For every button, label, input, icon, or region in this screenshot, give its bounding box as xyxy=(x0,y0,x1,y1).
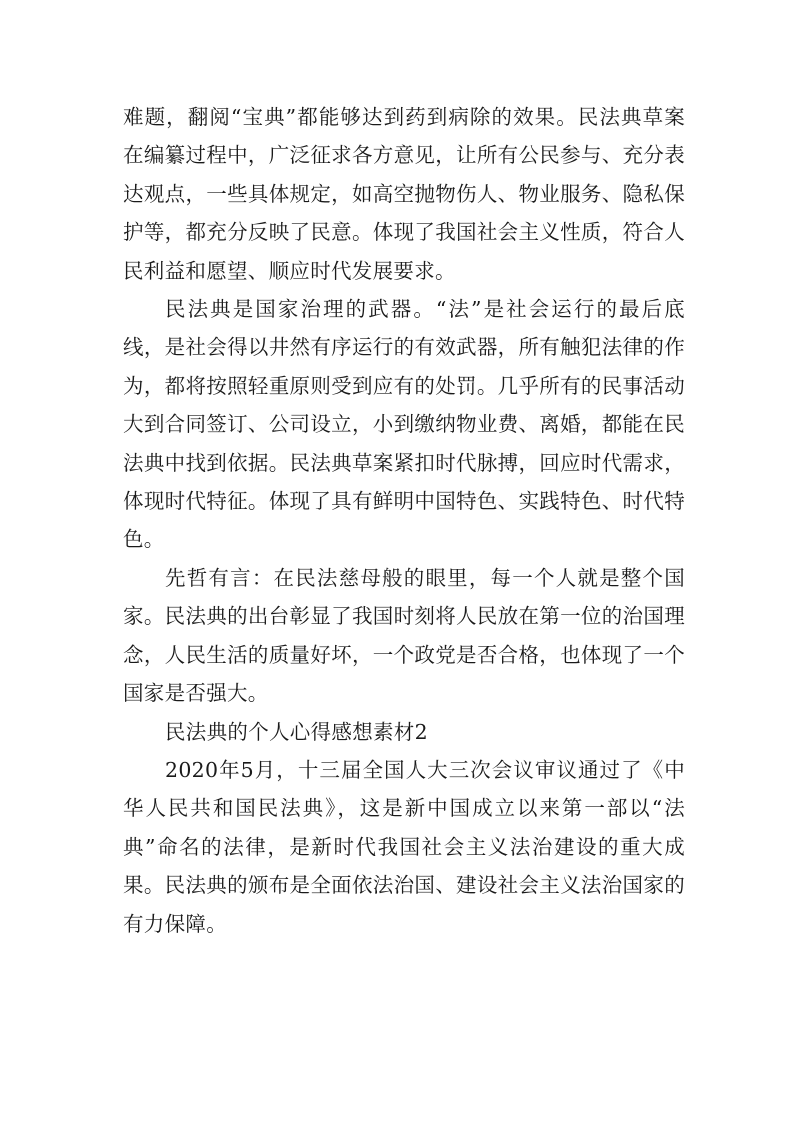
paragraph-2020-adoption: 2020年5月，十三届全国人大三次会议审议通过了《中华人民共和国民法典》，这是新中国成立以来第一部以“法典”命名的法律，是新时代我国社会主义法治建设的重大成果。民法典的颁布是全面依法治国、建设社会主义法治国家的有力保障。 xyxy=(123,757,685,936)
paragraph-civil-code-governance: 民法典是国家治理的武器。“法”是社会运行的最后底线，是社会得以井然有序运行的有效武器，所有触犯法律的作为，都将按照轻重原则受到应有的处罚。几乎所有的民事活动大到合同签订、公司设立，小到缴纳物业费、离婚，都能在民法典中找到依据。民法典草案紧扣时代脉搏，回应时代需求，体现时代特征。体现了具有鲜明中国特色、实践特色、时代特色。 xyxy=(123,297,685,552)
document-body xyxy=(123,98,685,943)
paragraph-sage-quote: 先哲有言：在民法慈母般的眼里，每一个人就是整个国家。民法典的出台彰显了我国时刻将人民放在第一位的治国理念，人民生活的质量好坏，一个政党是否合格，也体现了一个国家是否强大。 xyxy=(123,565,685,706)
paragraph-continuation: 难题，翻阅“宝典”都能够达到药到病除的效果。民法典草案在编纂过程中，广泛征求各方意见，让所有公民参与、充分表达观点，一些具体规定，如高空抛物伤人、物业服务、隐私保护等，都充分反映了民意。体现了我国社会主义性质，符合人民利益和愿望、顺应时代发展要求。 xyxy=(123,105,685,283)
section-heading: 民法典的个人心得感想素材2 xyxy=(165,719,428,744)
